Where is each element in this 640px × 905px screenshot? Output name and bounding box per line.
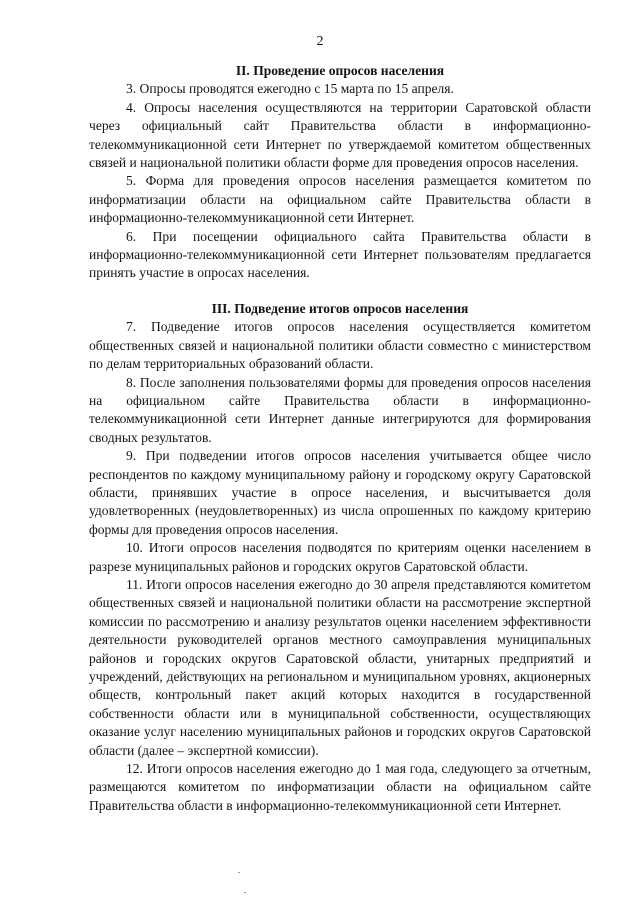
section-heading: II. Проведение опросов населения bbox=[235, 63, 445, 78]
paragraph-7: 7. Подведение итогов опросов населения осуществляется комитетом общественных связей и национальной политики области совместно с министерством по делам территориальных образований области. bbox=[89, 319, 591, 372]
scan-speck bbox=[238, 872, 240, 873]
paragraph-4: 4. Опросы населения осуществляются на территории Саратовской области через официальный сайт Правительства области в информационно-телекоммуникационной сети Интернет по утверждаемой комитетом общественных связей и национальной политики области форме для проведения опросов населения. bbox=[89, 99, 591, 171]
scan-speck bbox=[244, 892, 246, 893]
paragraph-10: 10. Итоги опросов населения подводятся по критериям оценки населением в разрезе муниципальных районов и городских округов Саратовской области. bbox=[89, 540, 591, 574]
document-body bbox=[89, 62, 591, 815]
section-conducting-surveys bbox=[89, 62, 591, 283]
section-summarizing-results bbox=[89, 300, 591, 815]
paragraph-12: 12. Итоги опросов населения ежегодно до 1 мая года, следующего за отчетным, размещаются комитетом по информатизации области на официальном сайте Правительства области в информационно-телекоммуникационной сети Интернет. bbox=[89, 761, 591, 813]
paragraph-3: 3. Опросы проводятся ежегодно с 15 марта по 15 апреля. bbox=[126, 81, 454, 97]
paragraph-6: 6. При посещении официального сайта Правительства области в информационно-телекоммуникационной сети Интернет пользователям предлагается принять участие в опросах населения. bbox=[89, 228, 591, 281]
paragraph-9: 9. При подведении итогов опросов населения учитывается общее число респондентов по каждому муниципальному району и городскому округу Саратовской области, принявших участие в опросе населения, и высчитывается доля удовлетворенных (неудовлетворенных) из числа опрошенных по каждому критерию формы для проведения опросов населения. bbox=[89, 448, 591, 537]
section-heading: III. Подведение итогов опросов населения bbox=[211, 300, 469, 316]
page-number: 2 bbox=[316, 34, 324, 49]
paragraph-11: 11. Итоги опросов населения ежегодно до 30 апреля представляются комитетом общественных связей и национальной политики области на рассмотрение экспертной комиссии по рассмотрению и анализу результатов оценки населением эффективности деятельности руководителей органов местного самоуправления муниципальных районов и городских округов Саратовской области, унитарных предприятий и учреждений, действующих на региональном и муниципальном уровнях, акционерных обществ, контрольный пакет акций которых находится в государственной собственности области или в муниципальной собственности, осуществляющих оказание услуг населению муниципальных районов и городских округов Саратовской области (далее – экспертной комиссии). bbox=[89, 576, 591, 758]
paragraph-5: 5. Форма для проведения опросов населения размещается комитетом по информатизации области на официальном сайте Правительства области в информационно-телекоммуникационной сети Интернет. bbox=[89, 173, 591, 226]
paragraph-8: 8. После заполнения пользователями формы для проведения опросов населения на официальном сайте Правительства области в информационно-телекоммуникационной сети Интернет данные интегрируются для формирования сводных результатов. bbox=[89, 374, 591, 445]
